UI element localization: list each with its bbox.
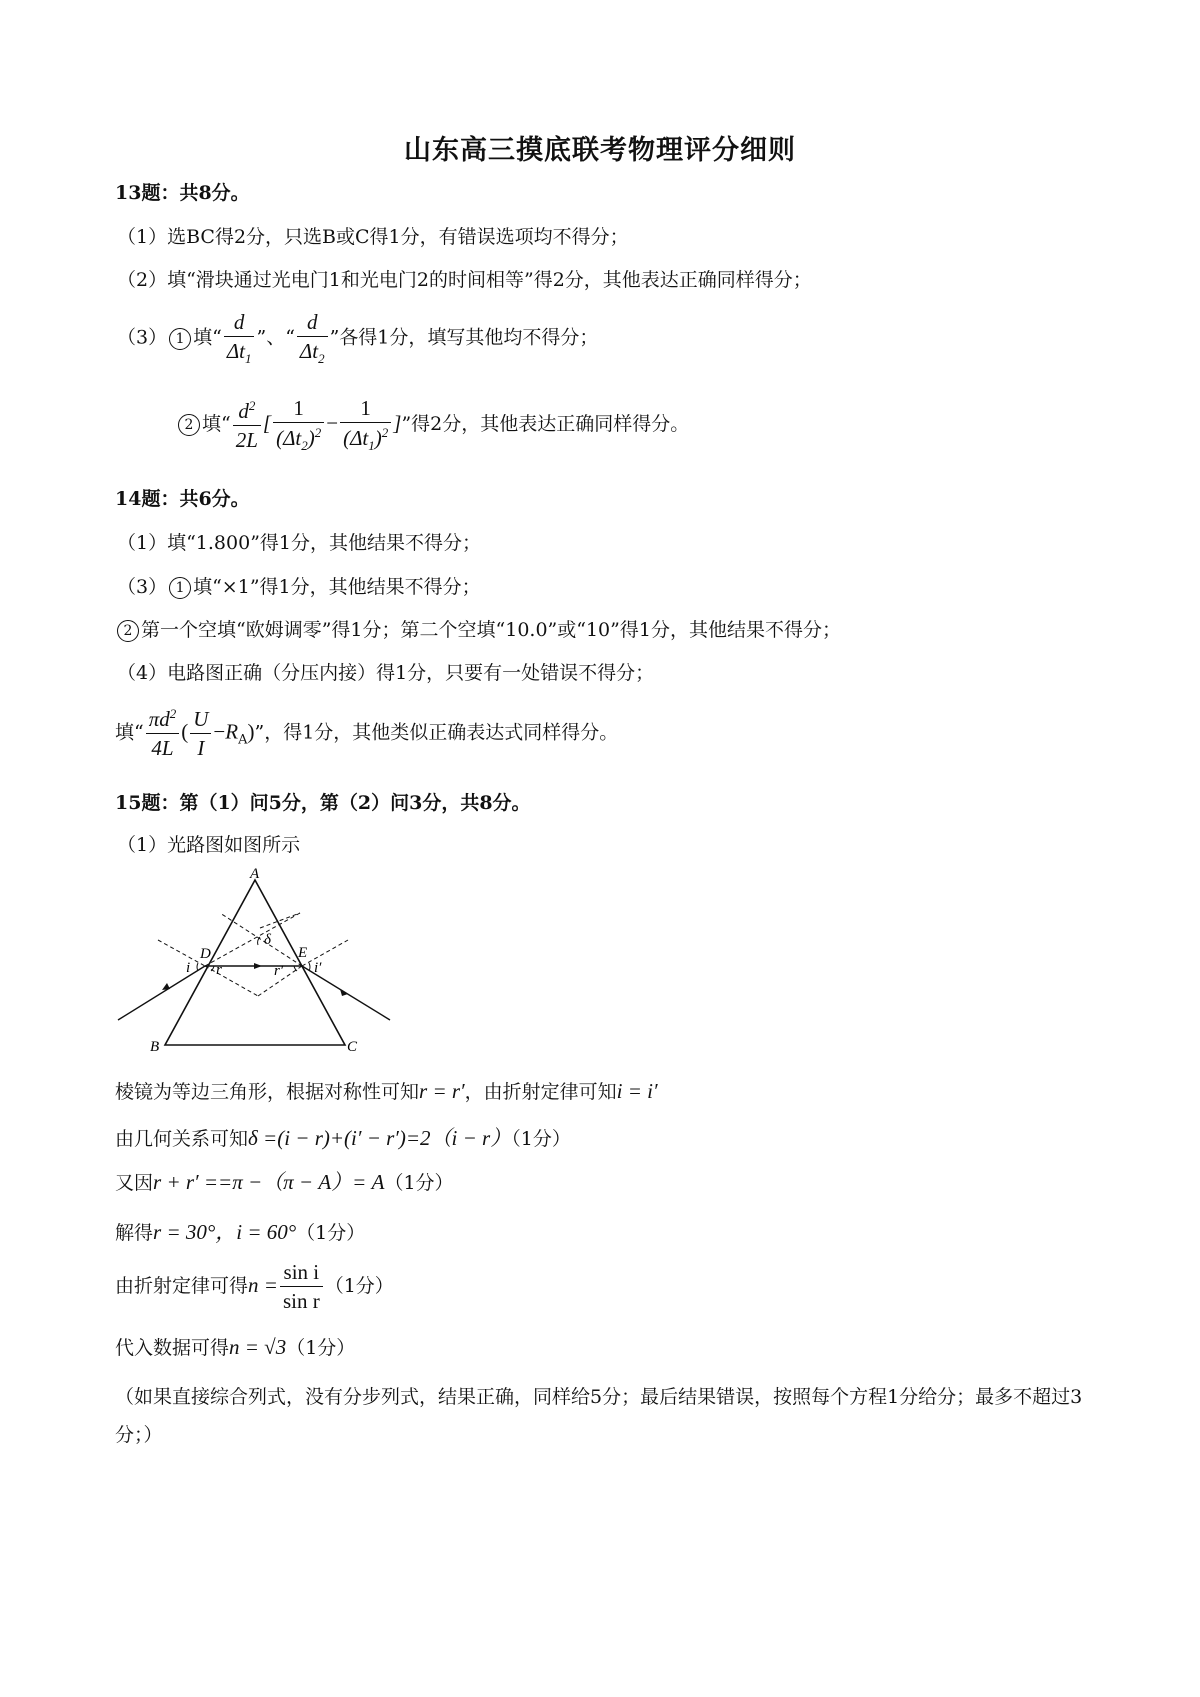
arrow-icon (340, 989, 348, 996)
svg-text:E: E (298, 945, 308, 961)
circled-two-icon: 2 (178, 414, 200, 436)
fraction-1-over-dt2-squared: $\frac{1}{(\Delta t_2)^2}$ (273, 396, 324, 454)
q13-line4-fill: 填“ (202, 413, 231, 436)
q15-step2: 由几何关系可知δ =(i − r)+(i′ − r′)=2（i − r）（1分） (115, 1126, 571, 1150)
q15-step5: 由折射定律可得n = $\frac{\text{sin i}}{\text{sin r}}$ （1分） (115, 1260, 394, 1313)
svg-text:r′: r′ (274, 963, 284, 979)
svg-text:i: i (186, 960, 191, 976)
svg-text:δ: δ (264, 932, 271, 948)
circled-one-icon: 1 (169, 328, 191, 350)
q15-line1: （1）光路图如图所示 (117, 834, 301, 856)
q13-line3-sep: ”、“ (256, 326, 295, 349)
svg-text:r: r (216, 962, 222, 978)
svg-text:C: C (347, 1039, 358, 1055)
q14-line1: （1）填“1.800”得1分，其他结果不得分； (117, 532, 481, 554)
q14-line2: （3） 1 填“×1”得1分，其他结果不得分； (117, 576, 481, 598)
fraction-d-over-dt1: $\frac{d}{\Delta t_1}$ (224, 310, 255, 367)
q13-line3 (117, 310, 598, 367)
fraction-U-over-I: $\frac{U}{I}$ (190, 707, 211, 761)
svg-text:A: A (250, 868, 260, 882)
arrow-icon (254, 963, 262, 969)
svg-text:D: D (200, 946, 211, 962)
q13-line3-suffix: ”各得1分，填写其他均不得分； (329, 326, 599, 349)
fraction-sini-over-sinr: $\frac{\text{sin i}}{\text{sin r}}$ (280, 1260, 323, 1314)
prism-diagram (110, 868, 410, 1058)
svg-text:i′: i′ (314, 960, 322, 976)
fraction-d-over-dt2: $\frac{d}{\Delta t_2}$ (297, 310, 328, 367)
q13-line3-prefix: （3） (117, 326, 168, 349)
circled-one-icon: 1 (169, 577, 191, 599)
q13-line3-fill: 填“ (193, 326, 222, 349)
q14-line4: （4）电路图正确（分压内接）得1分，只要有一处错误不得分； (117, 662, 655, 684)
q15-step4: 解得r = 30°，i = 60°（1分） (115, 1220, 366, 1244)
fraction-1-over-dt1-squared: $\frac{1}{(\Delta t_1)^2}$ (340, 396, 391, 454)
arrow-icon (162, 983, 170, 990)
q13-line2: （2）填“滑块通过光电门1和光电门2的时间相等”得2分，其他表达正确同样得分； (117, 269, 812, 291)
fraction-d2-over-2L: $\frac{d^2}{2L}$ (233, 398, 261, 453)
circled-two-icon: 2 (117, 620, 139, 642)
q14-line3: 2 第一个空填“欧姆调零”得1分；第二个空填“10.0”或“10”得1分，其他结果不得分； (115, 615, 841, 642)
q15-step1: 棱镜为等边三角形，根据对称性可知r = r′，由折射定律可知i = i′ (115, 1079, 658, 1103)
fraction-pid2-over-4L: $\frac{\pi d^2}{4L}$ (146, 706, 180, 761)
q14-heading: 14题：共6分。 (115, 488, 250, 510)
q15-step6: 代入数据可得n = √3（1分） (115, 1335, 356, 1359)
q15-step3: 又因r + r′ ==π −（π − A）= A（1分） (115, 1170, 454, 1194)
q13-line4-suffix: ”得2分，其他表达正确同样得分。 (401, 413, 690, 436)
q15-heading: 15题：第（1）问5分，第（2）问3分，共8分。 (115, 792, 531, 814)
page-title: 山东高三摸底联考物理评分细则 (404, 135, 796, 166)
q15-note: （如果直接综合列式，没有分步列式，结果正确，同样给5分；最后结果错误，按照每个方程1分给分；最多不超过3分；） (115, 1386, 1083, 1446)
svg-text:B: B (150, 1039, 160, 1055)
q13-line1: （1）选BC得2分，只选B或C得1分，有错误选项均不得分； (117, 226, 629, 248)
incident-ray (118, 966, 205, 1020)
q13-heading: 13题：共8分。 (115, 182, 250, 204)
q13-line4: 2 填“ $\frac{d^2}{2L}$ [ $\frac{1}{(\Delta t_2)^2}$ − $\frac{1}{(\Delta t_1)^2}$ ]”得2分，其他表达正确同样得分。 (176, 396, 689, 454)
q14-line5: 填“ $\frac{\pi d^2}{4L}$ ( $\frac{U}{I}$ $-R_A$)”，得1分，其他类似正确表达式同样得分。 (115, 706, 619, 760)
